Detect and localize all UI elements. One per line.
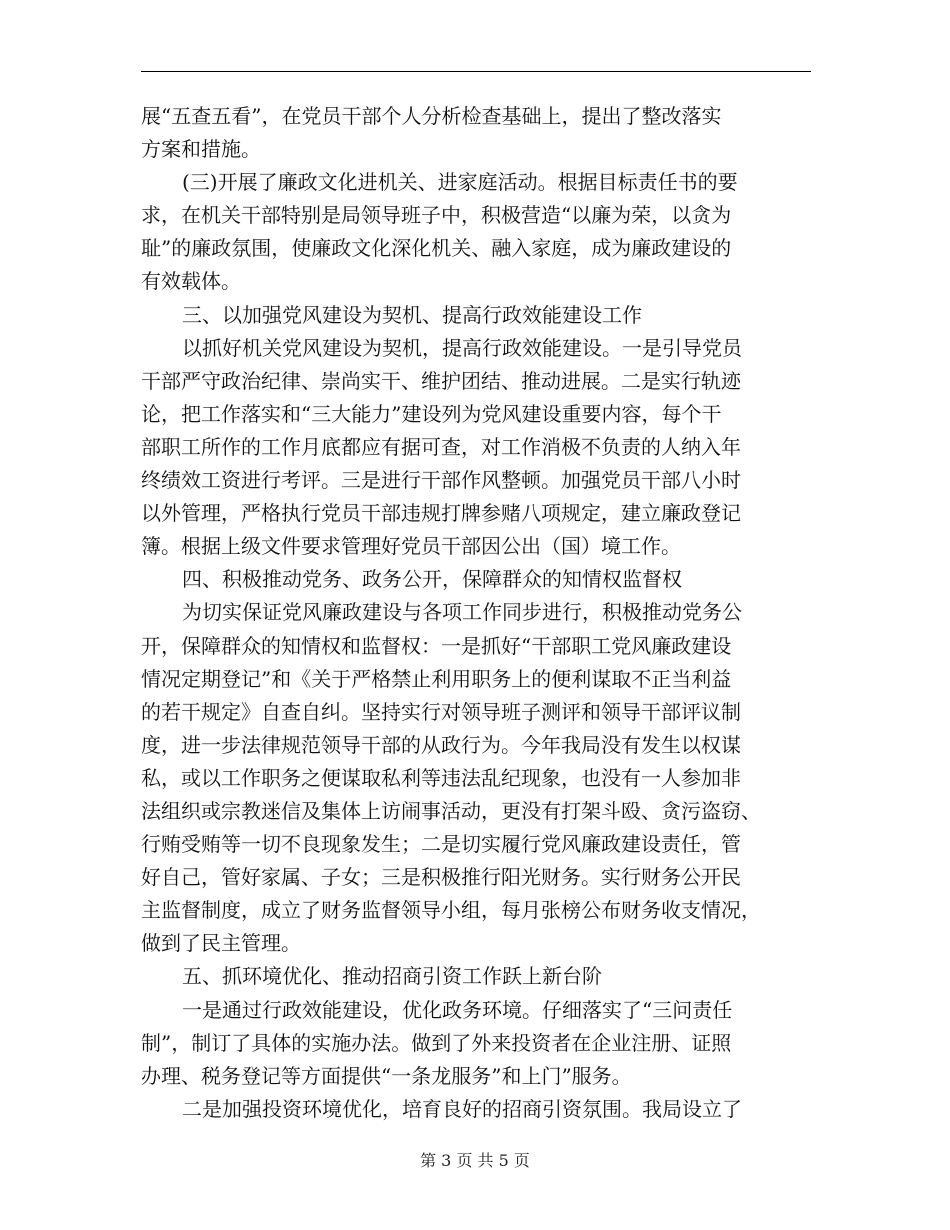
text-line: 终绩效工资进行考评。三是进行干部作风整顿。加强党员干部八小时	[141, 468, 741, 493]
text-line: 情况定期登记”和《关于严格禁止利用职务上的便利谋取不正当利益	[141, 666, 732, 691]
text-line: 制”，制订了具体的实施办法。做到了外来投资者在企业注册、证照	[141, 1030, 732, 1055]
header-rule	[141, 71, 811, 72]
text-line: 私，或以工作职务之便谋取私利等违法乱纪现象，也没有一人参加非	[141, 765, 741, 790]
text-line: 簿。根据上级文件要求管理好党员干部因公出（国）境工作。	[141, 534, 681, 559]
section-heading: 三、以加强党风建设为契机、提高行政效能建设工作	[182, 302, 642, 327]
body-text	[141, 100, 821, 1126]
text-line: 以外管理，严格执行党员干部违规打牌参赌八项规定，建立廉政登记	[141, 501, 741, 526]
text-line: (三)开展了廉政文化进机关、进家庭活动。根据目标责任书的要	[182, 170, 738, 195]
text-line: 有效载体。	[141, 269, 241, 294]
text-line: 开，保障群众的知情权和监督权：一是抓好“干部职工党风廉政建设	[141, 633, 732, 658]
text-line: 主监督制度，成立了财务监督领导小组，每月张榜公布财务收支情况，	[141, 898, 761, 923]
text-line: 展“五查五看”，在党员干部个人分析检查基础上，提出了整改落实	[141, 104, 722, 128]
page-number: 第 3 页 共 5 页	[420, 1151, 530, 1170]
text-line: 度，进一步法律规范领导干部的从政行为。今年我局没有发生以权谋	[141, 732, 741, 757]
text-line: 为切实保证党风廉政建设与各项工作同步进行，积极推动党务公	[182, 600, 742, 625]
text-line: 做到了民主管理。	[141, 931, 301, 956]
text-line: 行贿受贿等一切不良现象发生；二是切实履行党风廉政建设责任，管	[141, 832, 741, 857]
text-line: 方案和措施。	[141, 137, 261, 162]
text-line: 论，把工作落实和“三大能力”建设列为党风建设重要内容，每个干	[141, 401, 722, 426]
section-heading: 五、抓环境优化、推动招商引资工作跃上新台阶	[182, 964, 602, 989]
text-line: 求，在机关干部特别是局领导班子中，积极营造“以廉为荣，以贪为	[141, 203, 732, 228]
text-line: 部职工所作的工作月底都应有据可查，对工作消极不负责的人纳入年	[141, 434, 741, 459]
text-line: 办理、税务登记等方面提供“一条龙服务”和上门”服务。	[141, 1063, 632, 1088]
text-line: 二是加强投资环境优化，培育良好的招商引资氛围。我局设立了	[182, 1096, 742, 1121]
text-line: 好自己，管好家属、子女；三是积极推行阳光财务。实行财务公开民	[141, 865, 741, 890]
text-line: 干部严守政治纪律、崇尚实干、维护团结、推动进展。二是实行轨迹	[141, 368, 741, 393]
text-line: 的若干规定》自查自纠。坚持实行对领导班子测评和领导干部评议制	[141, 699, 741, 724]
text-line: 一是通过行政效能建设，优化政务环境。仔细落实了“三问责任	[182, 997, 733, 1022]
section-heading: 四、积极推动党务、政务公开，保障群众的知情权监督权	[182, 567, 682, 592]
text-line: 以抓好机关党风建设为契机，提高行政效能建设。一是引导党员	[182, 335, 742, 360]
text-line: 法组织或宗教迷信及集体上访闹事活动，更没有打架斗殴、贪污盗窃、	[141, 798, 761, 823]
text-line: 耻”的廉政氛围，使廉政文化深化机关、融入家庭，成为廉政建设的	[141, 236, 732, 261]
